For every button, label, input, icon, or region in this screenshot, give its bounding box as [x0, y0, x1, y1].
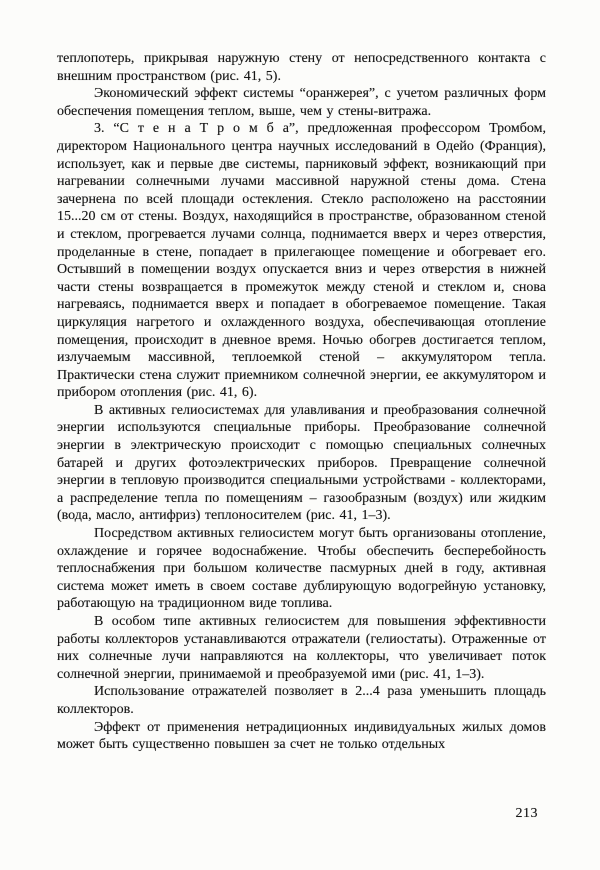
paragraph: В активных гелиосистемах для улавливания и преобразования солнечной энергии используются специальные приборы. Преобразование солнечной энергии в электрическую происходит с помощью специальных солнечных батарей и других фотоэлектрических приборов. Превращение солнечной энергии в тепловую производится специальными устройствами - коллекторами, а распределение тепла по помещениям – газообразным (воздух) или жидким (вода, масло, антифриз) теплоносителем (рис. 41, 1–3). — [57, 402, 546, 524]
page-text — [57, 50, 546, 754]
paragraph: 3. “С т е н а Т р о м б а”, предложенная профессором Тромбом, директором Национального центра научных исследований в Одейо (Франция), использует, как и первые две системы, парниковый эффект, возникающий при нагревании солнечными лучами массивной наружной стены дома. Стена зачернена по всей площади остекления. Стекло расположено на расстоянии 15...20 см от стены. Воздух, находящийся в пространстве, образованном стеной и стеклом, прогревается лучами солнца, поднимается вверх и через отверстия, проделанные в стене, попадает в прилегающее помещение и обогревает его. Остывший в помещении воздух опускается вниз и через отверстия в нижней части стены возвращается в промежуток между стеной и стеклом и, снова нагреваясь, поднимается вверх и попадает в обогреваемое помещение. Такая циркуляция нагретого и охлажденного воздуха, обеспечивающая отопление помещения, происходит в дневное время. Ночью обогрев достигается теплом, излучаемым массивной, теплоемкой стеной – аккумулятором тепла. Практически стена служит приемником солнечной энергии, ее аккумулятором и прибором отопления (рис. 41, 6). — [57, 121, 546, 401]
paragraph: Посредством активных гелиосистем могут быть организованы отопление, охлаждение и горячее водоснабжение. Чтобы обеспечить бесперебойность теплоснабжения при большом количестве пасмурных дней в году, активная система может иметь в своем составе дублирующую водогрейную установку, работающую на традиционном виде топлива. — [57, 526, 546, 612]
paragraph: Использование отражателей позволяет в 2...4 раза уменьшить площадь коллекторов. — [57, 684, 546, 717]
paragraph: Экономический эффект системы “оранжерея”, с учетом различных форм обеспечения помещения теплом, выше, чем у стены-витража. — [57, 86, 546, 119]
page-number: 213 — [515, 806, 538, 821]
paragraph: Эффект от применения нетрадиционных индивидуальных жилых домов может быть существенно повышен за счет не только отдельных — [57, 719, 546, 753]
paragraph: В особом типе активных гелиосистем для повышения эффективности работы коллекторов устанавливаются отражатели (гелиостаты). Отраженные от них солнечные лучи направляются на коллекторы, что увеличивает поток солнечной энергии, принимаемой и преобразуемой ими (рис. 41, 1–3). — [57, 614, 546, 682]
paragraph: теплопотерь, прикрывая наружную стену от непосредственного контакта с внешним пространством (рис. 41, 5). — [57, 51, 546, 84]
